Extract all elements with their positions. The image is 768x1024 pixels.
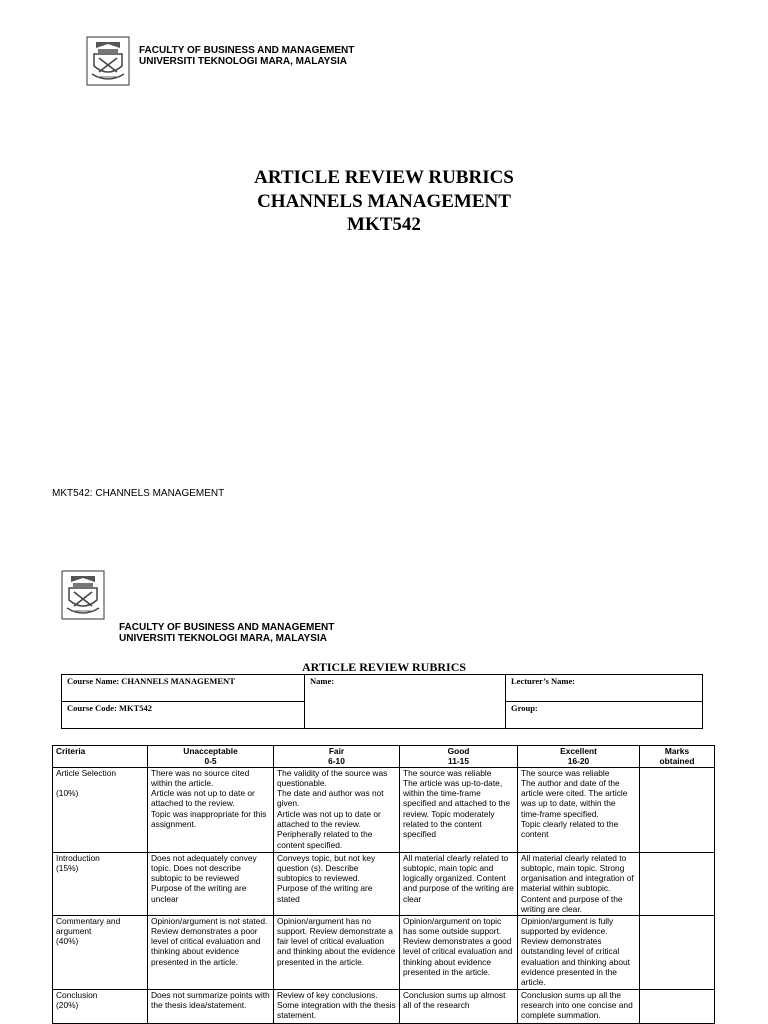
criteria-cell: Commentary and argument (40%) [53, 915, 148, 989]
good-cell: All material clearly related to subtopic, main topic and logically organized. Content and purpose of the writing are clear [400, 852, 518, 915]
unacceptable-cell: Does not summarize points with the thesis idea/statement. [148, 989, 274, 1023]
good-cell: Opinion/argument on topic has some outside support. Review demonstrates a good level of critical evaluation and thinking about evidence presented in the article. [400, 915, 518, 989]
rubric-title: ARTICLE REVIEW RUBRICS [301, 660, 467, 674]
excellent-label: Excellent [560, 746, 597, 756]
lecturer-name-field: Lecturer’s Name: [506, 675, 703, 702]
excellent-cell: Opinion/argument is fully supported by evidence. Review demonstrates outstanding level of critical evaluation and thinking about evidence presented in the article. [518, 915, 640, 989]
excellent-header [518, 746, 640, 768]
good-cell: The source was reliable The article was up-to-date, within the time-frame specified and attached to the review. Topic moderately related to the content specified [400, 767, 518, 852]
group-field: Group: [506, 702, 703, 729]
rubric-header-row [53, 746, 715, 768]
fair-cell: Review of key conclusions. Some integration with the thesis statement. [274, 989, 400, 1023]
course-code-field: Course Code: MKT542 [62, 702, 305, 729]
table-row [53, 989, 715, 1023]
course-name-field: Course Name: CHANNELS MANAGEMENT [62, 675, 305, 702]
unacceptable-cell: Does not adequately convey topic. Does not describe subtopic to be reviewed Purpose of the writing are unclear [148, 852, 274, 915]
table-row [53, 852, 715, 915]
table-row [53, 767, 715, 852]
good-cell: Conclusion sums up almost all of the research [400, 989, 518, 1023]
unacceptable-range: 0-5 [204, 756, 217, 767]
good-label: Good [447, 746, 470, 756]
page-footer: MKT542: CHANNELS MANAGEMENT [52, 488, 225, 499]
unacceptable-header [148, 746, 274, 768]
excellent-range: 16-20 [567, 756, 590, 767]
marks-cell[interactable] [640, 852, 715, 915]
good-header [400, 746, 518, 768]
fair-header [274, 746, 400, 768]
cover-subtitle: CHANNELS MANAGEMENT [257, 191, 511, 212]
fair-range: 6-10 [328, 756, 345, 767]
rubric-table [52, 745, 715, 1024]
marks-cell[interactable] [640, 915, 715, 989]
course-info-table [61, 674, 703, 729]
university-name: UNIVERSITI TEKNOLOGI MARA, MALAYSIA [139, 56, 347, 67]
uitm-crest-icon [86, 36, 130, 86]
fair-cell: The validity of the source was questionable. The date and author was not given. Article was not up to date or attached to the review. Peripherally related to the content specified. [274, 767, 400, 852]
unacceptable-label: Unacceptable [183, 746, 238, 756]
fair-label: Fair [328, 746, 345, 756]
student-name-field: Name: [305, 675, 506, 729]
criteria-cell: Conclusion (20%) [53, 989, 148, 1023]
unacceptable-cell: Opinion/argument is not stated. Review demonstrates a poor level of critical evaluation and thinking about evidence presented in the article. [148, 915, 274, 989]
good-range: 11-15 [448, 756, 469, 767]
fair-cell: Conveys topic, but not key question (s). Describe subtopics to reviewed. Purpose of the writing are stated [274, 852, 400, 915]
criteria-header: Criteria [53, 746, 148, 768]
excellent-cell: Conclusion sums up all the research into one concise and complete summation. [518, 989, 640, 1023]
marks-header [640, 746, 715, 768]
marks-cell[interactable] [640, 989, 715, 1023]
faculty-name: FACULTY OF BUSINESS AND MANAGEMENT [139, 45, 355, 56]
unacceptable-cell: There was no source cited within the article. Article was not up to date or attached to the review. Topic was inappropriate for this assignment. [148, 767, 274, 852]
marks-label-2: obtained [659, 756, 695, 767]
excellent-cell: All material clearly related to subtopic, main topic. Strong organisation and integration of material within subtopic. Content and purpose of the writing are clear. [518, 852, 640, 915]
excellent-cell: The source was reliable The author and date of the article were cited. The article was up to date, within the time-frame specified. Topic clearly related to the content [518, 767, 640, 852]
marks-label: Marks [664, 746, 690, 756]
cover-title: ARTICLE REVIEW RUBRICS [254, 167, 514, 188]
marks-cell[interactable] [640, 767, 715, 852]
table-row [53, 915, 715, 989]
criteria-cell: Introduction (15%) [53, 852, 148, 915]
faculty-name: FACULTY OF BUSINESS AND MANAGEMENT [119, 622, 335, 633]
cover-course-code: MKT542 [347, 214, 421, 235]
uitm-crest-icon [61, 570, 105, 620]
criteria-cell: Article Selection (10%) [53, 767, 148, 852]
university-name: UNIVERSITI TEKNOLOGI MARA, MALAYSIA [119, 633, 327, 644]
fair-cell: Opinion/argument has no support. Review demonstrate a fair level of critical evaluation and thinking about the evidence presented in the article. [274, 915, 400, 989]
